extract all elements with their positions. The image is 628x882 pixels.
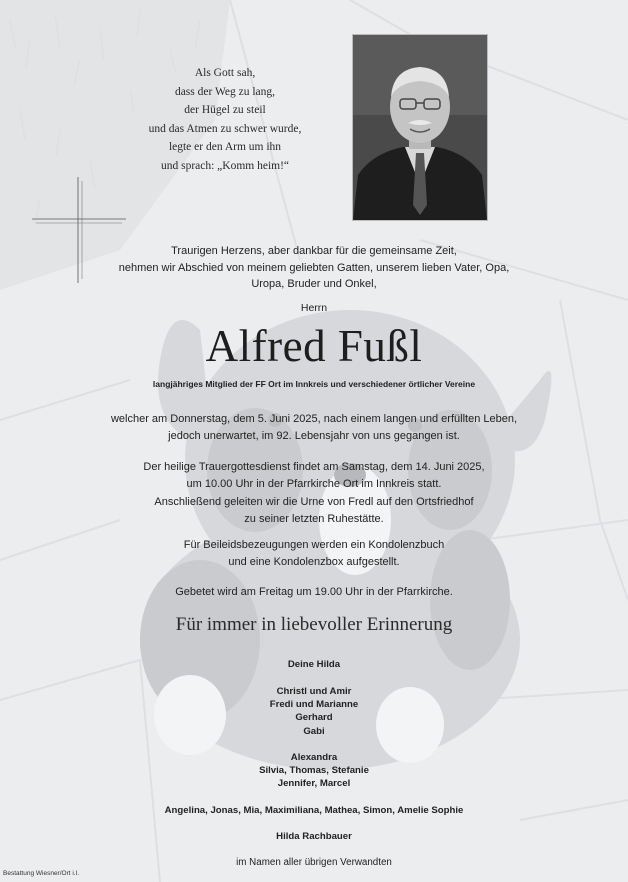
family-grandchildren — [0, 751, 628, 791]
death-notice — [0, 411, 628, 446]
family-member: Gabi — [303, 725, 325, 737]
poem-line: der Hügel zu steil — [184, 104, 266, 117]
family-other: Hilda Rachbauer — [276, 831, 352, 842]
service-info — [0, 459, 628, 529]
death-notice-line: welcher am Donnerstag, dem 5. Juni 2025, nach einem langen und erfüllten Leben, — [110, 413, 518, 425]
salutation: Herrn — [300, 302, 328, 314]
family-wife: Deine Hilda — [287, 659, 341, 670]
family-member: Jennifer, Marcel — [277, 778, 351, 790]
poem-line: Als Gott sah, — [194, 67, 256, 79]
condolence-info — [0, 537, 628, 572]
death-notice-line: jedoch unerwartet, im 92. Lebensjahr von uns gegangen ist. — [168, 430, 460, 443]
poem — [120, 64, 330, 176]
service-line: zu seiner letzten Ruhestätte. — [244, 513, 384, 526]
intro-line: nehmen wir Abschied von meinem geliebten Gatten, unserem lieben Vater, Opa, — [118, 261, 510, 274]
intro-text — [0, 243, 628, 293]
condolence-line: Für Beileidsbezeugungen werden ein Kondolenzbuch — [183, 539, 445, 551]
intro-line: Uropa, Bruder und Onkel, — [251, 278, 377, 290]
poem-line: legte er den Arm um ihn — [168, 141, 282, 154]
poem-line: und das Atmen zu schwer wurde, — [148, 122, 302, 135]
poem-line: dass der Weg zu lang, — [174, 85, 276, 98]
closing-text: im Namen aller übrigen Verwandten — [236, 857, 392, 868]
service-line: um 10.00 Uhr in der Pfarrkirche Ort im Innkreis statt. — [186, 478, 442, 491]
intro-line: Traurigen Herzens, aber dankbar für die gemeinsame Zeit, — [171, 245, 457, 257]
poem-line: und sprach: „Komm heim!“ — [160, 159, 290, 172]
service-line: Der heilige Trauergottesdienst findet am Samstag, dem 14. Juni 2025, — [143, 461, 485, 473]
deceased-name: Alfred Fußl — [205, 321, 423, 371]
family-member: Christl und Amir — [276, 686, 352, 697]
portrait-photo — [352, 34, 488, 221]
condolence-line: und eine Kondolenzbox aufgestellt. — [228, 556, 400, 569]
family-member: Silvia, Thomas, Stefanie — [259, 765, 369, 777]
family-member: Fredi und Marianne — [269, 699, 359, 711]
family-member: Gerhard — [295, 712, 333, 724]
remembrance-heading: Für immer in liebevoller Erinnerung — [175, 614, 453, 635]
family-member: Alexandra — [290, 752, 338, 763]
footer-credit: Bestattung Wiesner/Ort i.I. — [3, 870, 80, 877]
service-line: Anschließend geleiten wir die Urne von Fredl auf den Ortsfriedhof — [154, 495, 474, 508]
family-children — [0, 685, 628, 738]
subtitle: langjähriges Mitglied der FF Ort im Innkreis und verschiedener örtlicher Vereine — [152, 379, 476, 389]
family-great-grandchildren: Angelina, Jonas, Mia, Maximiliana, Mathea, Simon, Amelie Sophie — [164, 805, 464, 816]
prayer-info: Gebetet wird am Freitag um 19.00 Uhr in der Pfarrkirche. — [175, 586, 453, 598]
